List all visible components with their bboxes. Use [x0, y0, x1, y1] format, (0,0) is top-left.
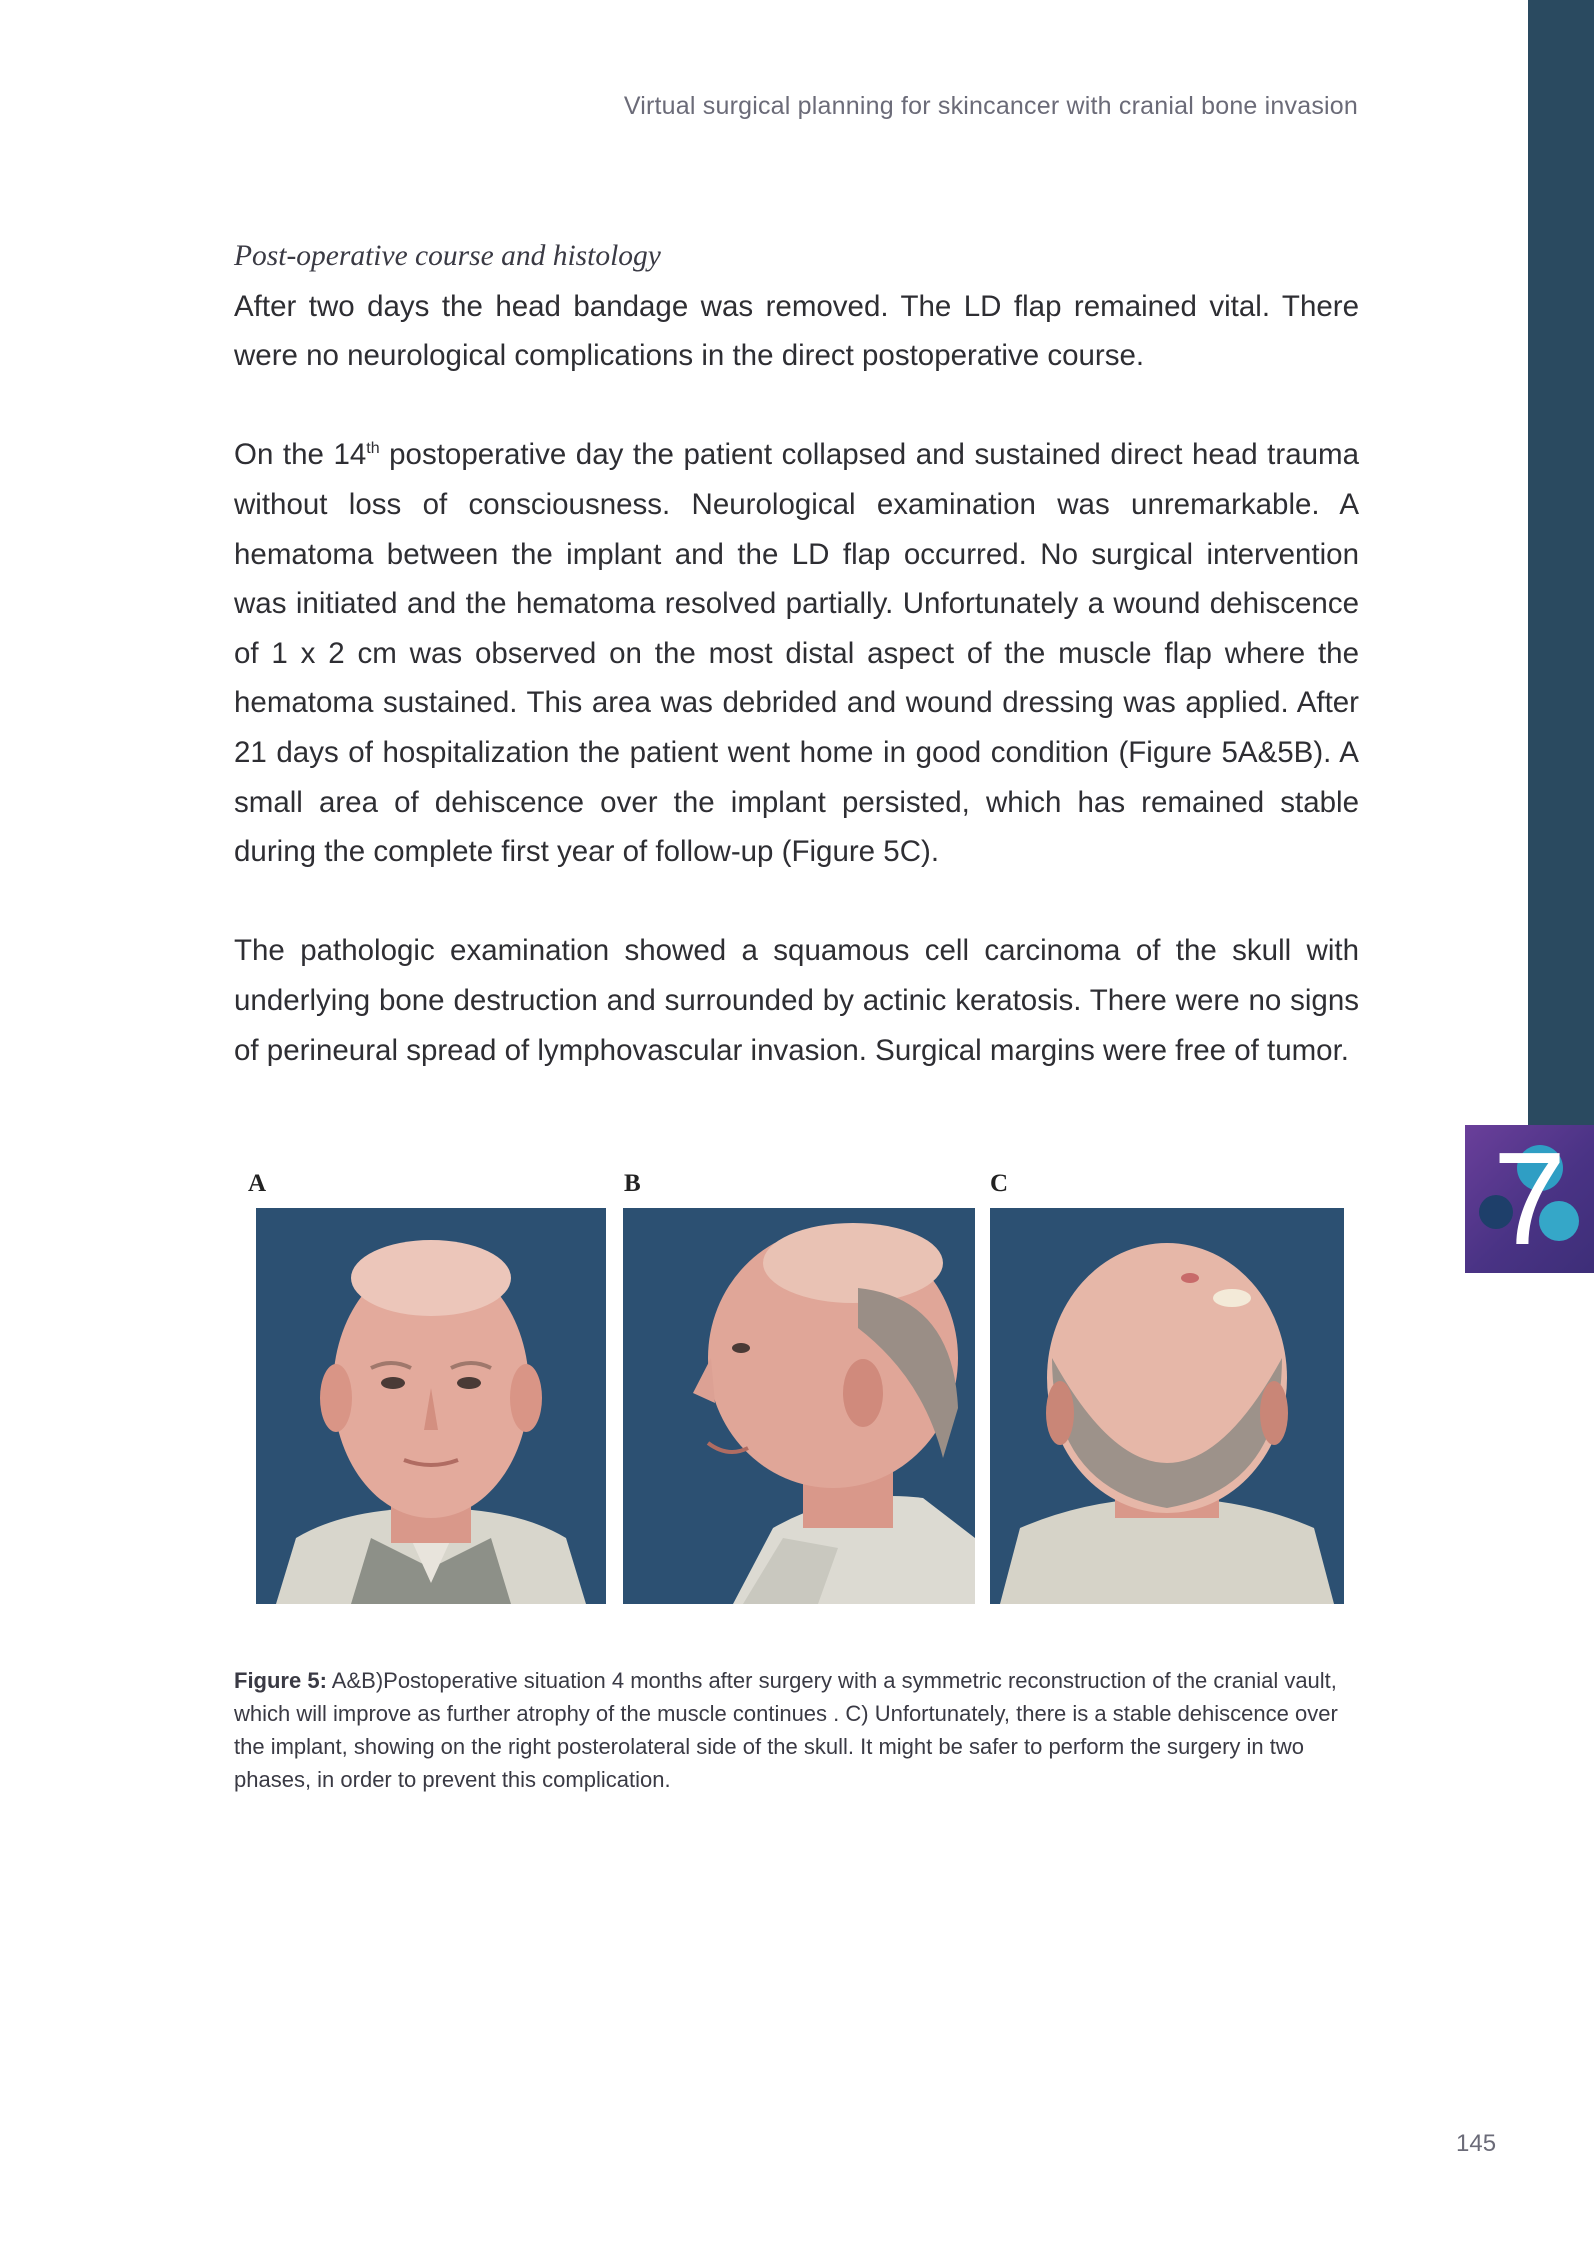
caption-text: A&B)Postoperative situation 4 months after surgery with a symmetric reconstruction of the cranial vault, which will improve as further atrophy of the muscle continues . C) Unfortunately, there is a stable dehiscence over the implant, showing on the right posterolateral side of the skull. It might be safer to perform the surgery in two phases, in order to prevent this complication. — [234, 1668, 1338, 1792]
photo-lateral-view — [623, 1208, 975, 1604]
ordinal-superscript: th — [366, 440, 380, 458]
figure-caption — [234, 1664, 1359, 1796]
paragraph-1: After two days the head bandage was removed. The LD flap remained vital. There were no neurological complications in the direct postoperative course. — [234, 289, 1359, 373]
caption-label: Figure 5: — [234, 1668, 327, 1693]
panel-label-c: C — [990, 1170, 1009, 1197]
running-head: Virtual surgical planning for skincancer with cranial bone invasion — [623, 92, 1358, 120]
paragraph-2-start: On the 14 — [234, 438, 367, 472]
photo-frontal-view — [256, 1208, 606, 1604]
body-text — [234, 232, 1359, 1125]
paragraph-3: The pathologic examination showed a squamous cell carcinoma of the skull with underlying bone destruction and surrounded by actinic keratosis. There were no signs of perineural spread of lymphovascular invasion. Surgical margins were free of tumor. — [234, 934, 1359, 1067]
chapter-sidebar-bar — [1528, 0, 1594, 1125]
panel-label-a: A — [248, 1170, 267, 1197]
paragraph-2 — [234, 430, 1359, 876]
chapter-tab — [1465, 1125, 1594, 1273]
chapter-number: 7 — [1492, 1125, 1567, 1272]
section-heading: Post-operative course and histology — [234, 240, 661, 272]
photo-posterior-view — [990, 1208, 1344, 1604]
page-number: 145 — [1456, 2130, 1497, 2157]
figure-5 — [246, 1170, 1346, 1610]
panel-label-b: B — [624, 1170, 641, 1197]
paragraph-2-rest: postoperative day the patient collapsed and sustained direct head trauma without loss of consciousness. Neurological examination was unremarkable. A hematoma between the implant and the LD flap occurred. No surgical intervention was initiated and the hematoma resolved partially. Unfortunately a wound dehiscence of 1 x 2 cm was observed on the most distal aspect of the muscle flap where the hematoma sustained. This area was debrided and wound dressing was applied. After 21 days of hospitalization the patient went home in good condition (Figure 5A&5B). A small area of dehiscence over the implant persisted, which has remained stable during the complete first year of follow-up (Figure 5C). — [234, 438, 1359, 869]
